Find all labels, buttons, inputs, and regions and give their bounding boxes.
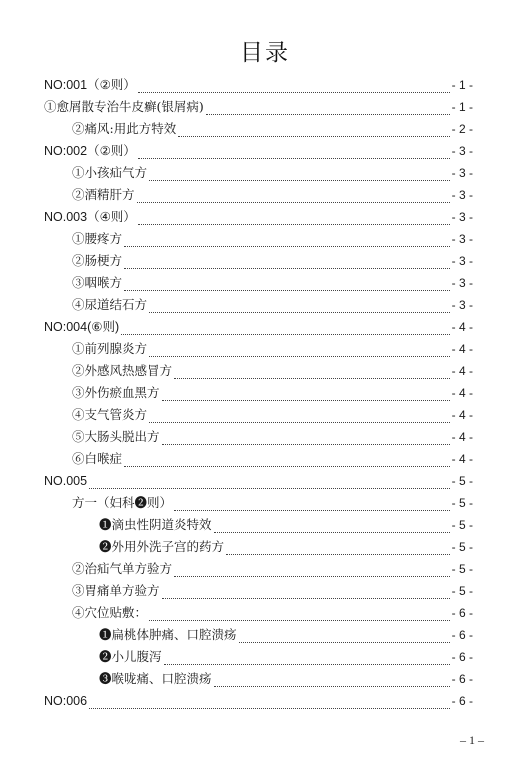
toc-leader-dots <box>214 520 450 533</box>
toc-entry-label: NO:004(⑥则) <box>44 320 120 334</box>
toc-leader-dots <box>206 102 450 115</box>
toc-entry[interactable] <box>72 271 473 291</box>
toc-entry-page: - 6 - <box>451 694 473 708</box>
toc-entry-label: ❶扁桃体肿痛、口腔溃疡 <box>99 627 237 642</box>
toc-entry-page: - 4 - <box>451 342 473 356</box>
toc-leader-dots <box>138 212 450 225</box>
toc-entry[interactable] <box>72 447 473 467</box>
toc-leader-dots <box>162 586 450 599</box>
toc-entry[interactable] <box>99 513 473 533</box>
toc-entry-label: ①前列腺炎方 <box>72 341 148 356</box>
page-title: 目录 <box>240 40 290 66</box>
toc-entry-label: NO:001（②则） <box>44 78 136 92</box>
toc-entry-label: ⑥白喉症 <box>72 451 123 466</box>
toc-entry-label: NO.005 <box>44 474 88 488</box>
toc-entry[interactable] <box>72 359 473 379</box>
toc-leader-dots <box>149 410 450 423</box>
toc-entry-page: - 4 - <box>451 364 473 378</box>
toc-leader-dots <box>124 256 450 269</box>
toc-leader-dots <box>124 234 450 247</box>
toc-entry-page: - 3 - <box>451 276 473 290</box>
toc-entry-page: - 3 - <box>451 210 473 224</box>
toc-entry-page: - 3 - <box>451 298 473 312</box>
toc-leader-dots <box>121 322 450 335</box>
toc-entry-page: - 3 - <box>451 166 473 180</box>
toc-entry-label: ③咽喉方 <box>72 275 123 290</box>
toc-entry-page: - 3 - <box>451 144 473 158</box>
toc-entry-page: - 4 - <box>451 386 473 400</box>
toc-entry-label: ❸喉咙痛、口腔溃疡 <box>99 671 212 686</box>
toc-leader-dots <box>138 80 450 93</box>
toc-leader-dots <box>178 124 449 137</box>
toc-entry-page: - 6 - <box>451 628 473 642</box>
toc-entry[interactable] <box>44 205 473 225</box>
toc-leader-dots <box>174 366 450 379</box>
toc-entry-page: - 3 - <box>451 188 473 202</box>
toc-entry-label: ②外感风热感冒方 <box>72 363 173 378</box>
toc-entry-label: ④支气管炎方 <box>72 407 148 422</box>
toc-entry-page: - 6 - <box>451 672 473 686</box>
toc-entry-page: - 4 - <box>451 452 473 466</box>
toc-entry[interactable] <box>44 469 473 489</box>
toc-entry-page: - 4 - <box>451 408 473 422</box>
toc-entry[interactable] <box>72 249 473 269</box>
toc-entry[interactable] <box>99 535 473 555</box>
toc-entry[interactable] <box>72 337 473 357</box>
toc-entry-page: - 6 - <box>451 650 473 664</box>
toc-entry-label: ①愈屑散专治牛皮癣(银屑病) <box>44 99 204 114</box>
toc-leader-dots <box>149 168 450 181</box>
toc-leader-dots <box>214 674 450 687</box>
toc-entry-page: - 5 - <box>451 474 473 488</box>
toc-entry-label: ②痛风:用此方特效 <box>72 121 177 136</box>
toc-leader-dots <box>149 344 450 357</box>
toc-entry-label: 方一（妇科❷则） <box>72 495 173 510</box>
toc-entry-label: NO:006 <box>44 694 88 708</box>
toc-entry[interactable] <box>72 117 473 137</box>
toc-entry[interactable] <box>72 227 473 247</box>
toc-leader-dots <box>149 608 450 621</box>
toc-entry[interactable] <box>72 293 473 313</box>
toc-leader-dots <box>124 454 450 467</box>
toc-entry[interactable] <box>72 579 473 599</box>
toc-entry[interactable] <box>44 315 473 335</box>
toc-entry-label: ❷小儿腹泻 <box>99 649 162 664</box>
toc-entry-label: ②治疝气单方验方 <box>72 561 173 576</box>
toc-leader-dots <box>149 300 450 313</box>
toc-entry-page: - 5 - <box>451 584 473 598</box>
toc-entry-label: ①腰疼方 <box>72 231 123 246</box>
toc-entry-page: - 5 - <box>451 496 473 510</box>
toc-leader-dots <box>162 388 450 401</box>
toc-leader-dots <box>164 652 450 665</box>
toc-leader-dots <box>138 146 450 159</box>
toc-entry-label: ①小孩疝气方 <box>72 165 148 180</box>
toc-entry[interactable] <box>72 183 473 203</box>
toc-entry[interactable] <box>72 425 473 445</box>
toc-entry-label: ❶滴虫性阴道炎特效 <box>99 517 212 532</box>
toc-entry-page: - 1 - <box>451 78 473 92</box>
toc-entry-page: - 2 - <box>451 122 473 136</box>
toc-entry[interactable] <box>99 623 473 643</box>
toc-entry-label: NO:002（②则） <box>44 144 136 158</box>
toc-entry-label: ④穴位贴敷： <box>72 605 148 620</box>
toc-entry-label: ❷外用外洗子宫的药方 <box>99 539 225 554</box>
toc-entry[interactable] <box>44 73 473 93</box>
toc-leader-dots <box>239 630 450 643</box>
toc-entry[interactable] <box>72 557 473 577</box>
toc-leader-dots <box>174 564 450 577</box>
toc-entry-page: - 6 - <box>451 606 473 620</box>
toc-entry[interactable] <box>72 601 473 621</box>
toc-entry-label: ②酒精肝方 <box>72 187 135 202</box>
toc-entry-page: - 5 - <box>451 562 473 576</box>
toc-entry[interactable] <box>99 645 473 665</box>
toc-entry-page: - 4 - <box>451 320 473 334</box>
toc-entry-page: - 5 - <box>451 540 473 554</box>
toc-entry-page: - 3 - <box>451 232 473 246</box>
toc-entry-label: ⑤大肠头脱出方 <box>72 429 160 444</box>
page-number: – 1 – <box>460 733 484 747</box>
toc-leader-dots <box>89 476 450 489</box>
toc-entry[interactable] <box>72 381 473 401</box>
toc-entry-label: NO.003（④则） <box>44 210 136 224</box>
toc-entry-label: ②肠梗方 <box>72 253 123 268</box>
toc-entry[interactable] <box>99 667 473 687</box>
toc-entry-label: ③胃痛单方验方 <box>72 583 160 598</box>
toc-entry[interactable] <box>44 95 473 115</box>
toc-entry[interactable] <box>44 139 473 159</box>
toc-leader-dots <box>162 432 450 445</box>
toc-entry-page: - 4 - <box>451 430 473 444</box>
toc-entry-label: ④尿道结石方 <box>72 297 148 312</box>
toc-entry[interactable] <box>44 689 473 709</box>
toc-leader-dots <box>89 696 450 709</box>
toc-leader-dots <box>174 498 450 511</box>
toc-entry[interactable] <box>72 403 473 423</box>
toc-entry-page: - 1 - <box>451 100 473 114</box>
toc-entry[interactable] <box>72 491 473 511</box>
toc-entry-page: - 5 - <box>451 518 473 532</box>
toc-leader-dots <box>137 190 450 203</box>
toc-entry-page: - 3 - <box>451 254 473 268</box>
toc-entry[interactable] <box>72 161 473 181</box>
toc-leader-dots <box>124 278 450 291</box>
toc-leader-dots <box>226 542 450 555</box>
toc-entry-label: ③外伤瘀血黑方 <box>72 385 160 400</box>
